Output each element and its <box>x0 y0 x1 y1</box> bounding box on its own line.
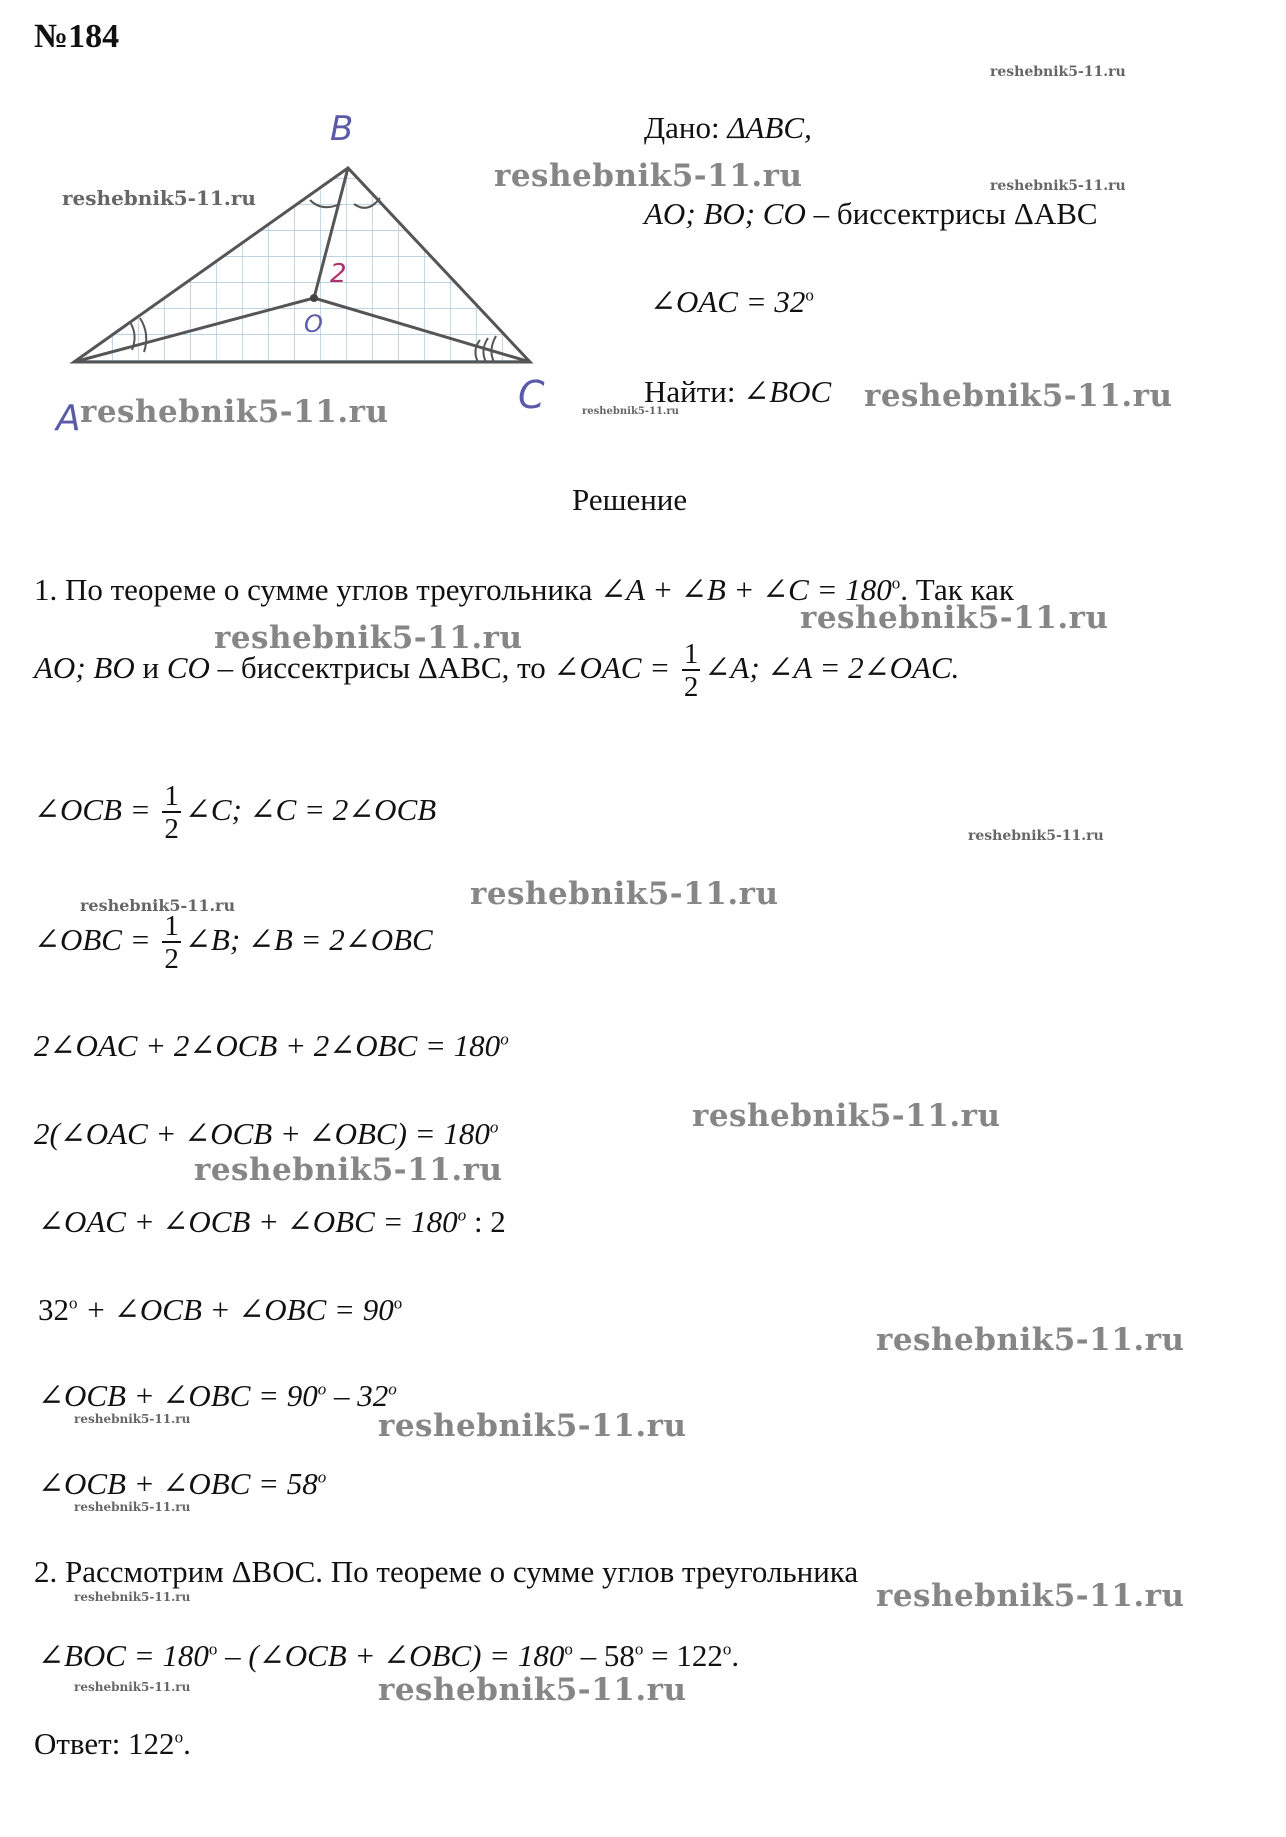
watermark-small: reshebnik5-11.ru <box>990 64 1126 80</box>
watermark-big: reshebnik5-11.ru <box>194 1152 503 1188</box>
boc-result: ∠BOC = $180^o$ – (∠OCB + ∠OBC) = $180^o - 58^o = 122^o$. <box>38 1638 740 1673</box>
fraction-half: $\frac{1}{2}$ <box>683 638 699 703</box>
given-bisectors <box>644 196 1098 232</box>
equation-5: ∠OCB + ∠OBC = $90^o - 32^o$ <box>38 1378 397 1413</box>
step1-line2: AO; BO и CO – биссектрисы ΔABC, то ∠OAC = $\frac{1}{2}$ ∠A; ∠A = 2∠OAC. <box>34 638 960 703</box>
obc-line: ∠OBC = $\frac{1}{2}$ ∠B; ∠B = 2∠OBC <box>34 910 433 975</box>
watermark-small: reshebnik5-11.ru <box>62 186 256 210</box>
problem-number: №184 <box>34 18 120 55</box>
label-b: B <box>330 109 354 149</box>
watermark-big: reshebnik5-11.ru <box>876 1322 1185 1358</box>
find-line <box>644 374 831 410</box>
given-angle: ∠OAC = $32^o$ <box>650 284 814 319</box>
watermark-big: reshebnik5-11.ru <box>214 620 523 656</box>
equation-1: 2∠OAC + 2∠OCB + 2∠OBC = $180^o$ <box>34 1028 509 1063</box>
watermark-big: reshebnik5-11.ru <box>800 600 1109 636</box>
given-line-1 <box>644 110 812 146</box>
watermark-big: reshebnik5-11.ru <box>378 1408 687 1444</box>
find-label: Найти: <box>644 374 736 409</box>
solution-heading: Решение <box>572 482 688 517</box>
given-angle-value: ∠OAC = 32 <box>650 284 806 319</box>
point-o <box>310 294 318 302</box>
triangle-diagram <box>56 100 545 440</box>
watermark-small: reshebnik5-11.ru <box>74 1680 191 1694</box>
label-o: O <box>304 310 323 338</box>
watermark-big: reshebnik5-11.ru <box>864 378 1173 414</box>
label-mark-2: 2 <box>330 259 347 289</box>
watermark-small: reshebnik5-11.ru <box>74 1412 191 1426</box>
ocb-line: ∠OCB = $\frac{1}{2}$ ∠C; ∠C = 2∠OCB <box>34 780 437 845</box>
step1-line1: 1. По теореме о сумме углов треугольника ∠A + ∠B + ∠C = $180^o$. Так как <box>34 572 1014 607</box>
fraction-half: $\frac{1}{2}$ <box>164 780 179 845</box>
watermark-big: reshebnik5-11.ru <box>470 876 779 912</box>
watermark-small: reshebnik5-11.ru <box>74 1590 191 1604</box>
label-c: C <box>518 373 545 417</box>
given-bisectors-text: – биссектрисы ΔABC <box>805 196 1098 231</box>
watermark-small: reshebnik5-11.ru <box>990 178 1126 194</box>
watermark-small: reshebnik5-11.ru <box>968 828 1104 844</box>
equation-4: $32^o$ + ∠OCB + ∠OBC = $90^o$ <box>38 1292 403 1327</box>
watermark-small: reshebnik5-11.ru <box>80 896 236 915</box>
equation-6: ∠OCB + ∠OBC = $58^o$ <box>38 1466 327 1501</box>
find-value: ∠BOC <box>743 374 832 409</box>
answer-line: Ответ: 122$^o$. <box>34 1726 191 1761</box>
watermark-small: reshebnik5-11.ru <box>582 406 679 417</box>
watermark-big: reshebnik5-11.ru <box>692 1098 1001 1134</box>
step2-line: 2. Рассмотрим ΔBOC. По теореме о сумме углов треугольника <box>34 1554 859 1589</box>
equation-2: 2(∠OAC + ∠OCB + ∠OBC) = $180^o$ <box>34 1116 499 1151</box>
watermark-big: reshebnik5-11.ru <box>876 1578 1185 1614</box>
label-a: A <box>56 398 81 439</box>
given-bisectors-names: AO; BO; CO <box>644 196 806 231</box>
watermark-big: reshebnik5-11.ru <box>494 158 803 194</box>
watermark-big: reshebnik5-11.ru <box>80 394 389 430</box>
given-label: Дано: <box>644 110 720 145</box>
fraction-half: $\frac{1}{2}$ <box>164 910 179 975</box>
given-triangle: ΔABC, <box>727 110 812 145</box>
equation-3: ∠OAC + ∠OCB + ∠OBC = $180^o$ : 2 <box>38 1204 506 1239</box>
watermark-small: reshebnik5-11.ru <box>74 1500 191 1514</box>
watermark-big: reshebnik5-11.ru <box>378 1672 687 1708</box>
